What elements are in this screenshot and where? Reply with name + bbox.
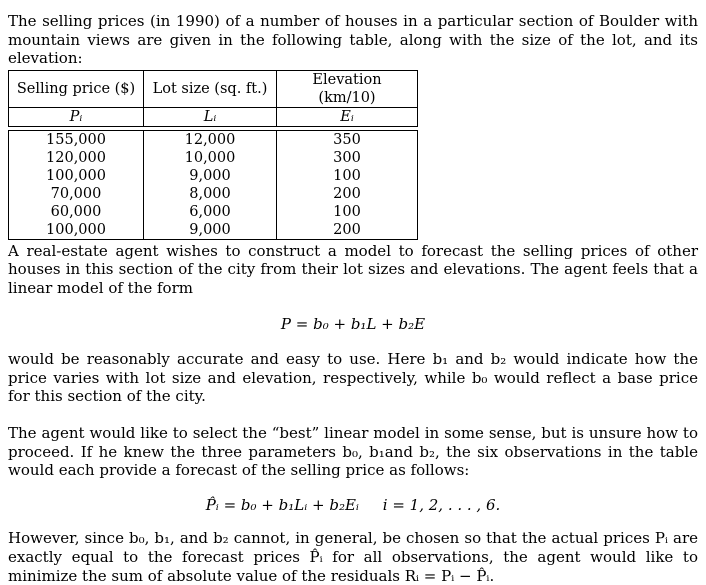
table-header-row (9, 70, 418, 107)
intro-paragraph: The selling prices (in 1990) of a number of houses in a particular section of Boulder with mountain views are given in the following table, along with the size of the lot, and its elevation: (8, 12, 698, 68)
cell-elevation: 200 (277, 185, 418, 203)
forecast-equation: P̂ᵢ = b₀ + b₁Lᵢ + b₂Eᵢ i = 1, 2, . . . , 6. (205, 495, 501, 514)
table-row (9, 149, 418, 167)
table-row (9, 185, 418, 203)
parameters-paragraph: would be reasonably accurate and easy to use. Here b₁ and b₂ would indicate how the price varies with lot size and elevation, respectively, while b₀ would reflect a base price for this section of the city. (8, 350, 698, 406)
table-symbol-row (9, 107, 418, 126)
cell-elevation: 200 (277, 221, 418, 240)
model-paragraph: A real-estate agent wishes to construct a model to forecast the selling prices of other houses in this section of the city from their lot sizes and elevations. The agent feels that a linear model of the form (8, 241, 698, 297)
cell-elevation: 300 (277, 149, 418, 167)
cell-elevation: 100 (277, 167, 418, 185)
cell-elevation: 350 (277, 130, 418, 149)
table-row (9, 203, 418, 221)
symbol-elevation: Eᵢ (277, 107, 418, 126)
cell-price: 70,000 (9, 185, 144, 203)
table-row (9, 221, 418, 240)
cell-lot: 12,000 (144, 130, 277, 149)
house-data-table (8, 70, 418, 240)
header-elevation: Elevation (km/10) (277, 70, 418, 107)
cell-price: 120,000 (9, 149, 144, 167)
cell-price: 155,000 (9, 130, 144, 149)
cell-lot: 8,000 (144, 185, 277, 203)
residuals-paragraph: However, since b₀, b₁, and b₂ cannot, in general, be chosen so that the actual prices Pᵢ are exactly equal to the forecast prices P̂ᵢ for all observations, the agent would like to minimize the sum of absolute value of the residuals Rᵢ = Pᵢ − P̂ᵢ. (8, 529, 698, 585)
header-selling-price: Selling price ($) (9, 70, 144, 107)
cell-lot: 9,000 (144, 167, 277, 185)
linear-model-equation: P = b₀ + b₁L + b₂E (280, 314, 426, 333)
table-row (9, 167, 418, 185)
cell-lot: 6,000 (144, 203, 277, 221)
cell-elevation: 100 (277, 203, 418, 221)
cell-lot: 10,000 (144, 149, 277, 167)
cell-price: 100,000 (9, 167, 144, 185)
symbol-lot: Lᵢ (144, 107, 277, 126)
symbol-price: Pᵢ (9, 107, 144, 126)
best-model-paragraph: The agent would like to select the “best” linear model in some sense, but is unsure how to proceed. If he knew the three parameters b₀, b₁and b₂, the six observations in the table would each provide a forecast of the selling price as follows: (8, 423, 698, 480)
cell-lot: 9,000 (144, 221, 277, 240)
table-row (9, 130, 418, 149)
cell-price: 100,000 (9, 221, 144, 240)
header-lot-size: Lot size (sq. ft.) (144, 70, 277, 107)
cell-price: 60,000 (9, 203, 144, 221)
